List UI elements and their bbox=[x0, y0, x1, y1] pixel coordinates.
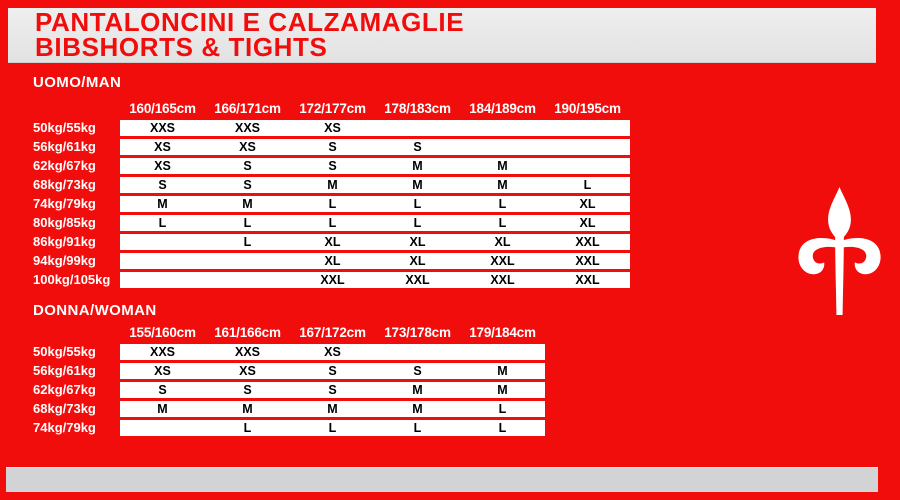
rows-group bbox=[33, 344, 545, 436]
size-cell: XXS bbox=[149, 121, 175, 135]
weight-label: 68kg/73kg bbox=[33, 401, 96, 416]
rows-group bbox=[33, 120, 630, 288]
table-row bbox=[33, 420, 545, 436]
row-band bbox=[120, 139, 630, 155]
size-cell: M bbox=[497, 383, 508, 397]
size-cell: XXL bbox=[490, 254, 515, 268]
size-cell bbox=[375, 120, 460, 136]
table-row bbox=[33, 344, 545, 360]
size-cell bbox=[460, 120, 545, 136]
size-cell: XS bbox=[154, 159, 171, 173]
page-title bbox=[8, 8, 876, 60]
row-band bbox=[120, 234, 630, 250]
table-row bbox=[33, 120, 630, 136]
halberd-arm-left bbox=[798, 238, 841, 274]
size-cell: S bbox=[243, 178, 252, 192]
size-cell: M bbox=[497, 364, 508, 378]
section-label: DONNA/WOMAN bbox=[33, 302, 157, 319]
size-cell: M bbox=[412, 159, 423, 173]
column-header: 155/160cm bbox=[129, 325, 196, 340]
size-cell: XXL bbox=[490, 273, 515, 287]
size-cell: XXL bbox=[320, 273, 345, 287]
footer-bar bbox=[6, 467, 878, 492]
size-cell bbox=[460, 139, 545, 155]
size-cell: XXL bbox=[575, 273, 600, 287]
size-cell: M bbox=[157, 197, 168, 211]
size-cell: XXL bbox=[575, 254, 600, 268]
row-band bbox=[120, 344, 545, 360]
size-cell: XL bbox=[324, 254, 341, 268]
size-table-men bbox=[33, 74, 630, 291]
table-row bbox=[33, 401, 545, 417]
size-cell: M bbox=[412, 178, 423, 192]
row-band bbox=[120, 253, 630, 269]
title-banner bbox=[8, 8, 876, 63]
size-cell: XS bbox=[324, 345, 341, 359]
table-row bbox=[33, 139, 630, 155]
column-header: 167/172cm bbox=[299, 325, 366, 340]
size-cell: L bbox=[328, 197, 337, 211]
size-cell bbox=[205, 253, 290, 269]
size-cell: L bbox=[413, 216, 422, 230]
column-header: 172/177cm bbox=[299, 101, 366, 116]
size-cell: XL bbox=[409, 254, 426, 268]
size-cell bbox=[120, 420, 205, 436]
size-cell: L bbox=[243, 216, 252, 230]
size-cell: M bbox=[157, 402, 168, 416]
size-cell bbox=[545, 120, 630, 136]
size-cell: M bbox=[497, 159, 508, 173]
size-cell: XL bbox=[579, 197, 596, 211]
size-cell: M bbox=[412, 402, 423, 416]
size-cell: XL bbox=[324, 235, 341, 249]
table-row bbox=[33, 215, 630, 231]
size-cell: M bbox=[327, 178, 338, 192]
column-header: 190/195cm bbox=[554, 101, 621, 116]
size-cell: L bbox=[498, 216, 507, 230]
table-row bbox=[33, 234, 630, 250]
row-band bbox=[120, 363, 545, 379]
title-line-italian: PANTALONCINI E CALZAMAGLIE bbox=[35, 7, 465, 37]
size-cell: XS bbox=[154, 364, 171, 378]
size-cell: XXL bbox=[405, 273, 430, 287]
table-row bbox=[33, 382, 545, 398]
weight-label: 100kg/105kg bbox=[33, 272, 111, 287]
weight-label: 56kg/61kg bbox=[33, 139, 96, 154]
size-cell bbox=[120, 272, 205, 288]
size-cell: XS bbox=[154, 140, 171, 154]
size-cell: M bbox=[242, 197, 253, 211]
column-header: 161/166cm bbox=[214, 325, 281, 340]
table-row bbox=[33, 177, 630, 193]
size-cell bbox=[545, 139, 630, 155]
size-cell: XL bbox=[409, 235, 426, 249]
size-cell: M bbox=[412, 383, 423, 397]
size-cell bbox=[460, 344, 545, 360]
weight-label: 74kg/79kg bbox=[33, 420, 96, 435]
title-line-english: BIBSHORTS & TIGHTS bbox=[35, 32, 328, 62]
size-cell: XXS bbox=[149, 345, 175, 359]
size-cell bbox=[545, 158, 630, 174]
size-cell: L bbox=[498, 197, 507, 211]
size-cell: S bbox=[158, 383, 167, 397]
table-row bbox=[33, 272, 630, 288]
size-cell bbox=[120, 234, 205, 250]
weight-label: 62kg/67kg bbox=[33, 158, 96, 173]
table-row bbox=[33, 253, 630, 269]
size-cell: XXS bbox=[234, 345, 260, 359]
weight-label: 74kg/79kg bbox=[33, 196, 96, 211]
size-cell: XS bbox=[324, 121, 341, 135]
row-band bbox=[120, 177, 630, 193]
size-cell: M bbox=[242, 402, 253, 416]
size-cell bbox=[375, 344, 460, 360]
weight-label: 68kg/73kg bbox=[33, 177, 96, 192]
halberd-spearhead bbox=[828, 187, 851, 240]
size-cell: XS bbox=[239, 364, 256, 378]
size-cell: L bbox=[328, 421, 337, 435]
size-cell bbox=[205, 272, 290, 288]
size-cell: XXL bbox=[575, 235, 600, 249]
size-cell: XS bbox=[239, 140, 256, 154]
size-cell: S bbox=[413, 140, 422, 154]
size-cell: L bbox=[413, 197, 422, 211]
row-band bbox=[120, 420, 545, 436]
row-band bbox=[120, 120, 630, 136]
table-row bbox=[33, 158, 630, 174]
size-cell: L bbox=[498, 421, 507, 435]
size-cell: L bbox=[498, 402, 507, 416]
size-cell: S bbox=[243, 383, 252, 397]
size-cell bbox=[120, 253, 205, 269]
weight-label: 50kg/55kg bbox=[33, 344, 96, 359]
weight-label: 86kg/91kg bbox=[33, 234, 96, 249]
size-cell: XXS bbox=[234, 121, 260, 135]
size-cell: S bbox=[413, 364, 422, 378]
size-cell: L bbox=[243, 235, 252, 249]
header-row bbox=[33, 320, 545, 344]
size-cell: S bbox=[158, 178, 167, 192]
column-header: 184/189cm bbox=[469, 101, 536, 116]
size-cell: L bbox=[328, 216, 337, 230]
size-cell: L bbox=[413, 421, 422, 435]
size-cell: XL bbox=[579, 216, 596, 230]
weight-label: 94kg/99kg bbox=[33, 253, 96, 268]
table-row bbox=[33, 196, 630, 212]
row-band bbox=[120, 382, 545, 398]
size-cell: S bbox=[328, 364, 337, 378]
trieste-halberd-icon bbox=[795, 187, 884, 315]
size-cell: L bbox=[243, 421, 252, 435]
column-header: 179/184cm bbox=[469, 325, 536, 340]
size-cell: L bbox=[158, 216, 167, 230]
size-cell: L bbox=[583, 178, 592, 192]
weight-label: 50kg/55kg bbox=[33, 120, 96, 135]
size-cell: M bbox=[327, 402, 338, 416]
size-cell: S bbox=[328, 159, 337, 173]
column-header: 173/178cm bbox=[384, 325, 451, 340]
row-band bbox=[120, 215, 630, 231]
column-header: 160/165cm bbox=[129, 101, 196, 116]
row-band bbox=[120, 272, 630, 288]
section-label: UOMO/MAN bbox=[33, 74, 122, 91]
row-band bbox=[120, 401, 545, 417]
size-cell: S bbox=[243, 159, 252, 173]
size-cell: XL bbox=[494, 235, 511, 249]
row-band bbox=[120, 196, 630, 212]
column-header: 166/171cm bbox=[214, 101, 281, 116]
table-row bbox=[33, 363, 545, 379]
size-cell: S bbox=[328, 140, 337, 154]
size-cell: M bbox=[497, 178, 508, 192]
halberd-arm-right bbox=[838, 238, 881, 274]
weight-label: 80kg/85kg bbox=[33, 215, 96, 230]
weight-label: 62kg/67kg bbox=[33, 382, 96, 397]
size-cell: S bbox=[328, 383, 337, 397]
weight-label: 56kg/61kg bbox=[33, 363, 96, 378]
row-band bbox=[120, 158, 630, 174]
header-row bbox=[33, 92, 630, 120]
column-header: 178/183cm bbox=[384, 101, 451, 116]
size-table-women bbox=[33, 302, 545, 439]
